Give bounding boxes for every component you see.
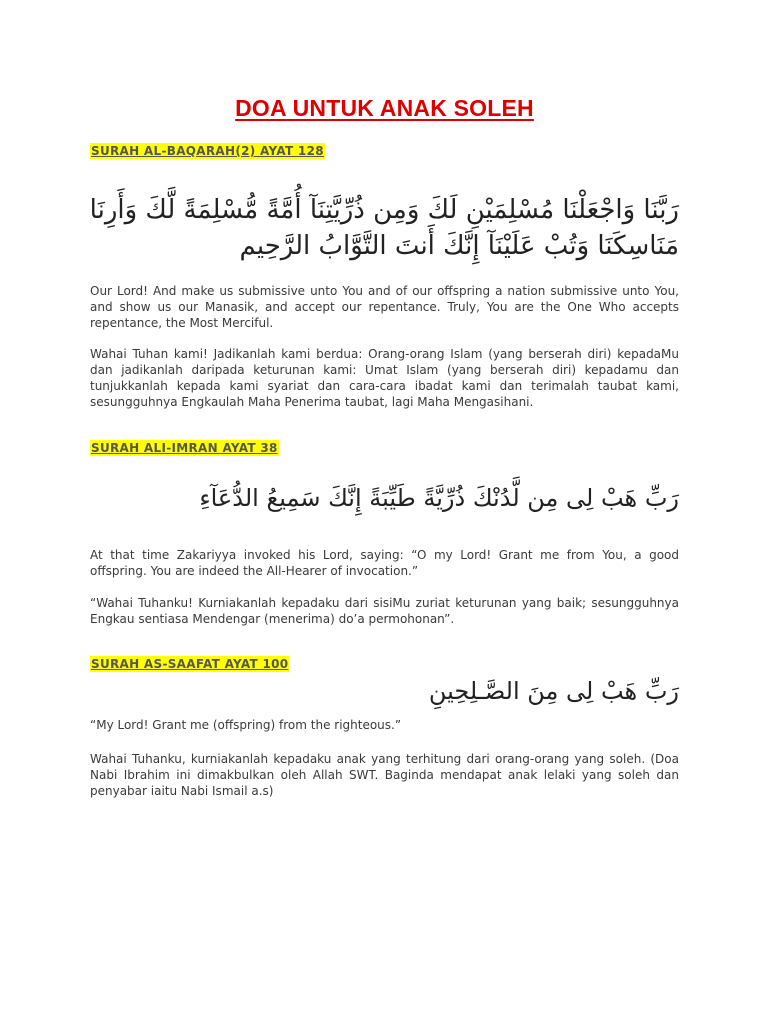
malay-translation-al-baqarah: Wahai Tuhan kami! Jadikanlah kami berdua: Orang-orang Islam (yang berserah diri) kepadaMu dan jadikanlah daripada keturunan kami: Umat Islam (yang berserah diri) kepadamu dan tunjukkanlah kepada kami syariat dan cara-cara ibadat kami dan terimalah taubat kami, sesungguhnya Engkaulah Maha Penerima taubat, lagi Maha Mengasihani. [90,347,679,409]
section-heading-al-baqarah: SURAH AL-BAQARAH(2) AYAT 128 [91,144,324,158]
section-heading-ali-imran: SURAH ALI-IMRAN AYAT 38 [91,441,278,455]
arabic-line: مَنَاسِكَنَا وَتُبْ عَلَيْنَآ إِنَّكَ أَنتَ التَّوَّابُ الرَّحِيم [239,231,679,261]
malay-translation-ali-imran: “Wahai Tuhanku! Kurniakanlah kepadaku dari sisiMu zuriat keturunan yang baik; sesungguhnya Engkau sentiasa Mendengar (menerima) do’a permohonan”. [90,596,679,626]
english-translation-as-saafat: “My Lord! Grant me (offspring) from the righteous.” [90,718,402,732]
english-translation-al-baqarah: Our Lord! And make us submissive unto You and of our offspring a nation submissive unto You, and show us our Manasik, and accept our repentance. Truly, You are the One Who accepts repentance, the Most Merciful. [90,284,679,330]
malay-translation-as-saafat: Wahai Tuhanku, kurniakanlah kepadaku anak yang terhitung dari orang-orang yang soleh. (Doa Nabi Ibrahim ini dimakbulkan oleh Allah SWT. Baginda mendapat anak lelaki yang soleh dan penyabar iaitu Nabi Ismail a.s) [90,752,679,798]
arabic-verse-ali-imran: رَبِّ هَبْ لِى مِن لَّدُنْكَ ذُرِّيَّةً طَيِّبَةً إِنَّكَ سَمِيعُ الدُّعَآءِ [199,484,679,512]
english-translation-ali-imran: At that time Zakariyya invoked his Lord, saying: “O my Lord! Grant me from You, a good offspring. You are indeed the All-Hearer of invocation.” [90,548,679,578]
document-title: DOA UNTUK ANAK SOLEH [235,95,534,121]
arabic-verse-as-saafat: رَبِّ هَبْ لِى مِنَ الصَّـلِحِينِ [428,677,679,705]
arabic-verse-al-baqarah [90,192,679,264]
arabic-line: رَبَّنَا وَاجْعَلْنَا مُسْلِمَيْنِ لَكَ وَمِن ذُرِّيَّتِنَآ أُمَّةً مُّسْلِمَةً لَّكَ وَأَرِنَا [89,195,679,225]
section-heading-as-saafat: SURAH AS-SAAFAT AYAT 100 [91,657,289,671]
